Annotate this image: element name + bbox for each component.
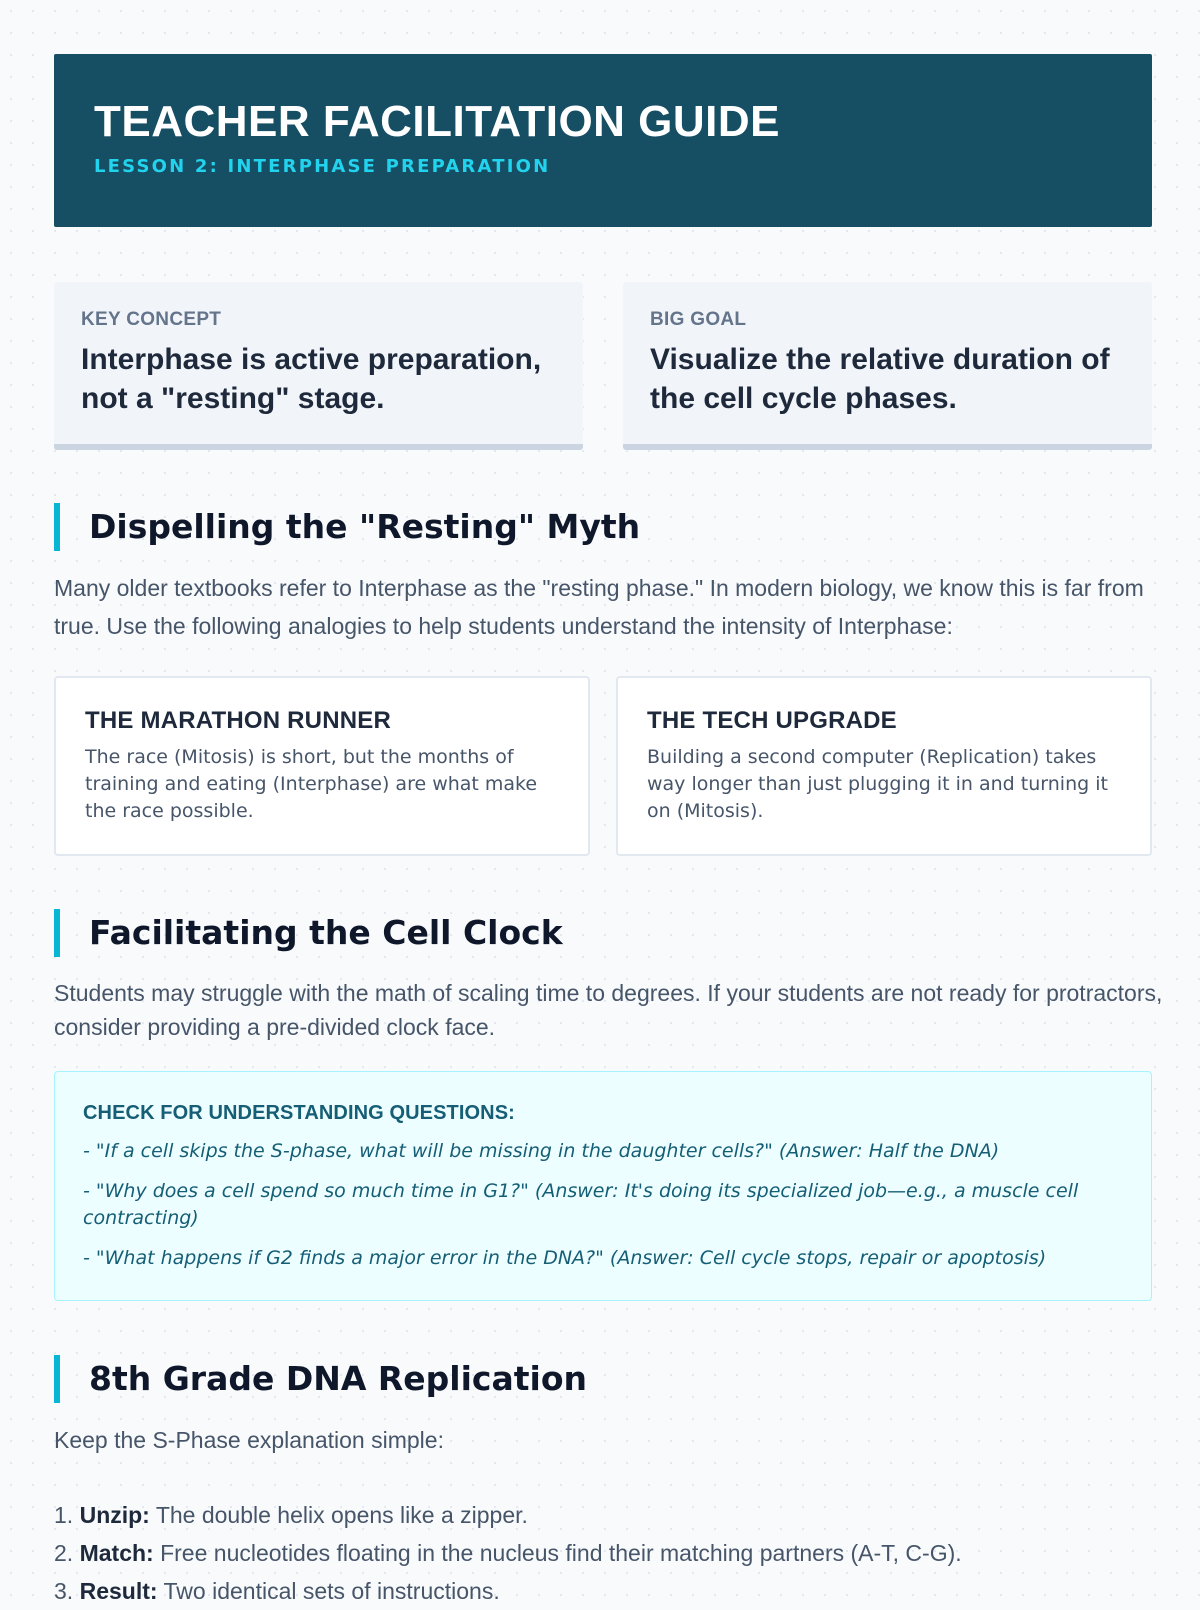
callout-question: - "Why does a cell spend so much time in G1?" (Answer: It's doing its specialized job—e.g., a muscle cell contracting)	[83, 1180, 1079, 1229]
big-goal-card	[623, 282, 1152, 450]
list-item	[54, 1534, 1164, 1572]
callout-question: - "If a cell skips the S-phase, what will be missing in the daughter cells?" (Answer: Half the DNA)	[83, 1140, 1000, 1162]
clock-heading-text: Facilitating the Cell Clock	[89, 913, 563, 952]
page-title: TEACHER FACILITATION GUIDE	[94, 97, 781, 146]
clock-section-heading	[54, 909, 1152, 957]
myth-section-heading	[54, 503, 1152, 551]
myth-paragraph: Many older textbooks refer to Interphase as the "resting phase." In modern biology, we know this is far from true. Use the following analogies to help students understand the intensity of Interphase:	[54, 575, 1144, 639]
lesson-subtitle: LESSON 2: INTERPHASE PREPARATION	[94, 156, 551, 177]
dna-intro: Keep the S-Phase explanation simple:	[54, 1427, 444, 1453]
step-number: 2.	[54, 1540, 74, 1566]
guide-header	[54, 54, 1152, 227]
key-concept-text: Interphase is active preparation, not a "resting" stage.	[81, 343, 542, 415]
myth-heading-text: Dispelling the "Resting" Myth	[89, 507, 641, 546]
step-term: Unzip:	[79, 1502, 150, 1528]
step-text: The double helix opens like a zipper.	[155, 1502, 528, 1528]
dna-section-heading	[54, 1355, 1152, 1403]
step-term: Result:	[79, 1578, 158, 1604]
analogy-card-tech	[616, 676, 1152, 856]
analogy-card-marathon	[54, 676, 590, 856]
step-term: Match:	[79, 1540, 154, 1566]
clock-paragraph: Students may struggle with the math of scaling time to degrees. If your students are not ready for protractors, consider providing a pre-divided clock face.	[54, 980, 1163, 1040]
callout-question: - "What happens if G2 finds a major error in the DNA?" (Answer: Cell cycle stops, repair or apoptosis)	[83, 1247, 1047, 1269]
step-text: Free nucleotides floating in the nucleus find their matching partners (A-T, C-G).	[160, 1540, 962, 1566]
list-item	[54, 1496, 1164, 1534]
step-number: 3.	[54, 1578, 74, 1604]
analogy-text: Building a second computer (Replication) takes way longer than just plugging it in and turning it on (Mitosis).	[647, 746, 1108, 822]
analogy-text: The race (Mitosis) is short, but the months of training and eating (Interphase) are what make the race possible.	[85, 746, 538, 822]
key-concept-card	[54, 282, 583, 450]
callout-title: CHECK FOR UNDERSTANDING QUESTIONS:	[83, 1102, 515, 1124]
analogy-title: THE TECH UPGRADE	[647, 707, 897, 734]
replication-steps	[54, 1496, 1164, 1610]
understanding-questions-callout	[54, 1071, 1152, 1301]
big-goal-label: BIG GOAL	[650, 309, 747, 330]
list-item	[54, 1572, 1164, 1610]
analogy-title: THE MARATHON RUNNER	[85, 707, 392, 734]
big-goal-text: Visualize the relative duration of the cell cycle phases.	[650, 343, 1110, 415]
dna-heading-text: 8th Grade DNA Replication	[89, 1359, 587, 1398]
key-concept-label: KEY CONCEPT	[81, 309, 222, 330]
step-text: Two identical sets of instructions.	[163, 1578, 500, 1604]
step-number: 1.	[54, 1502, 74, 1528]
